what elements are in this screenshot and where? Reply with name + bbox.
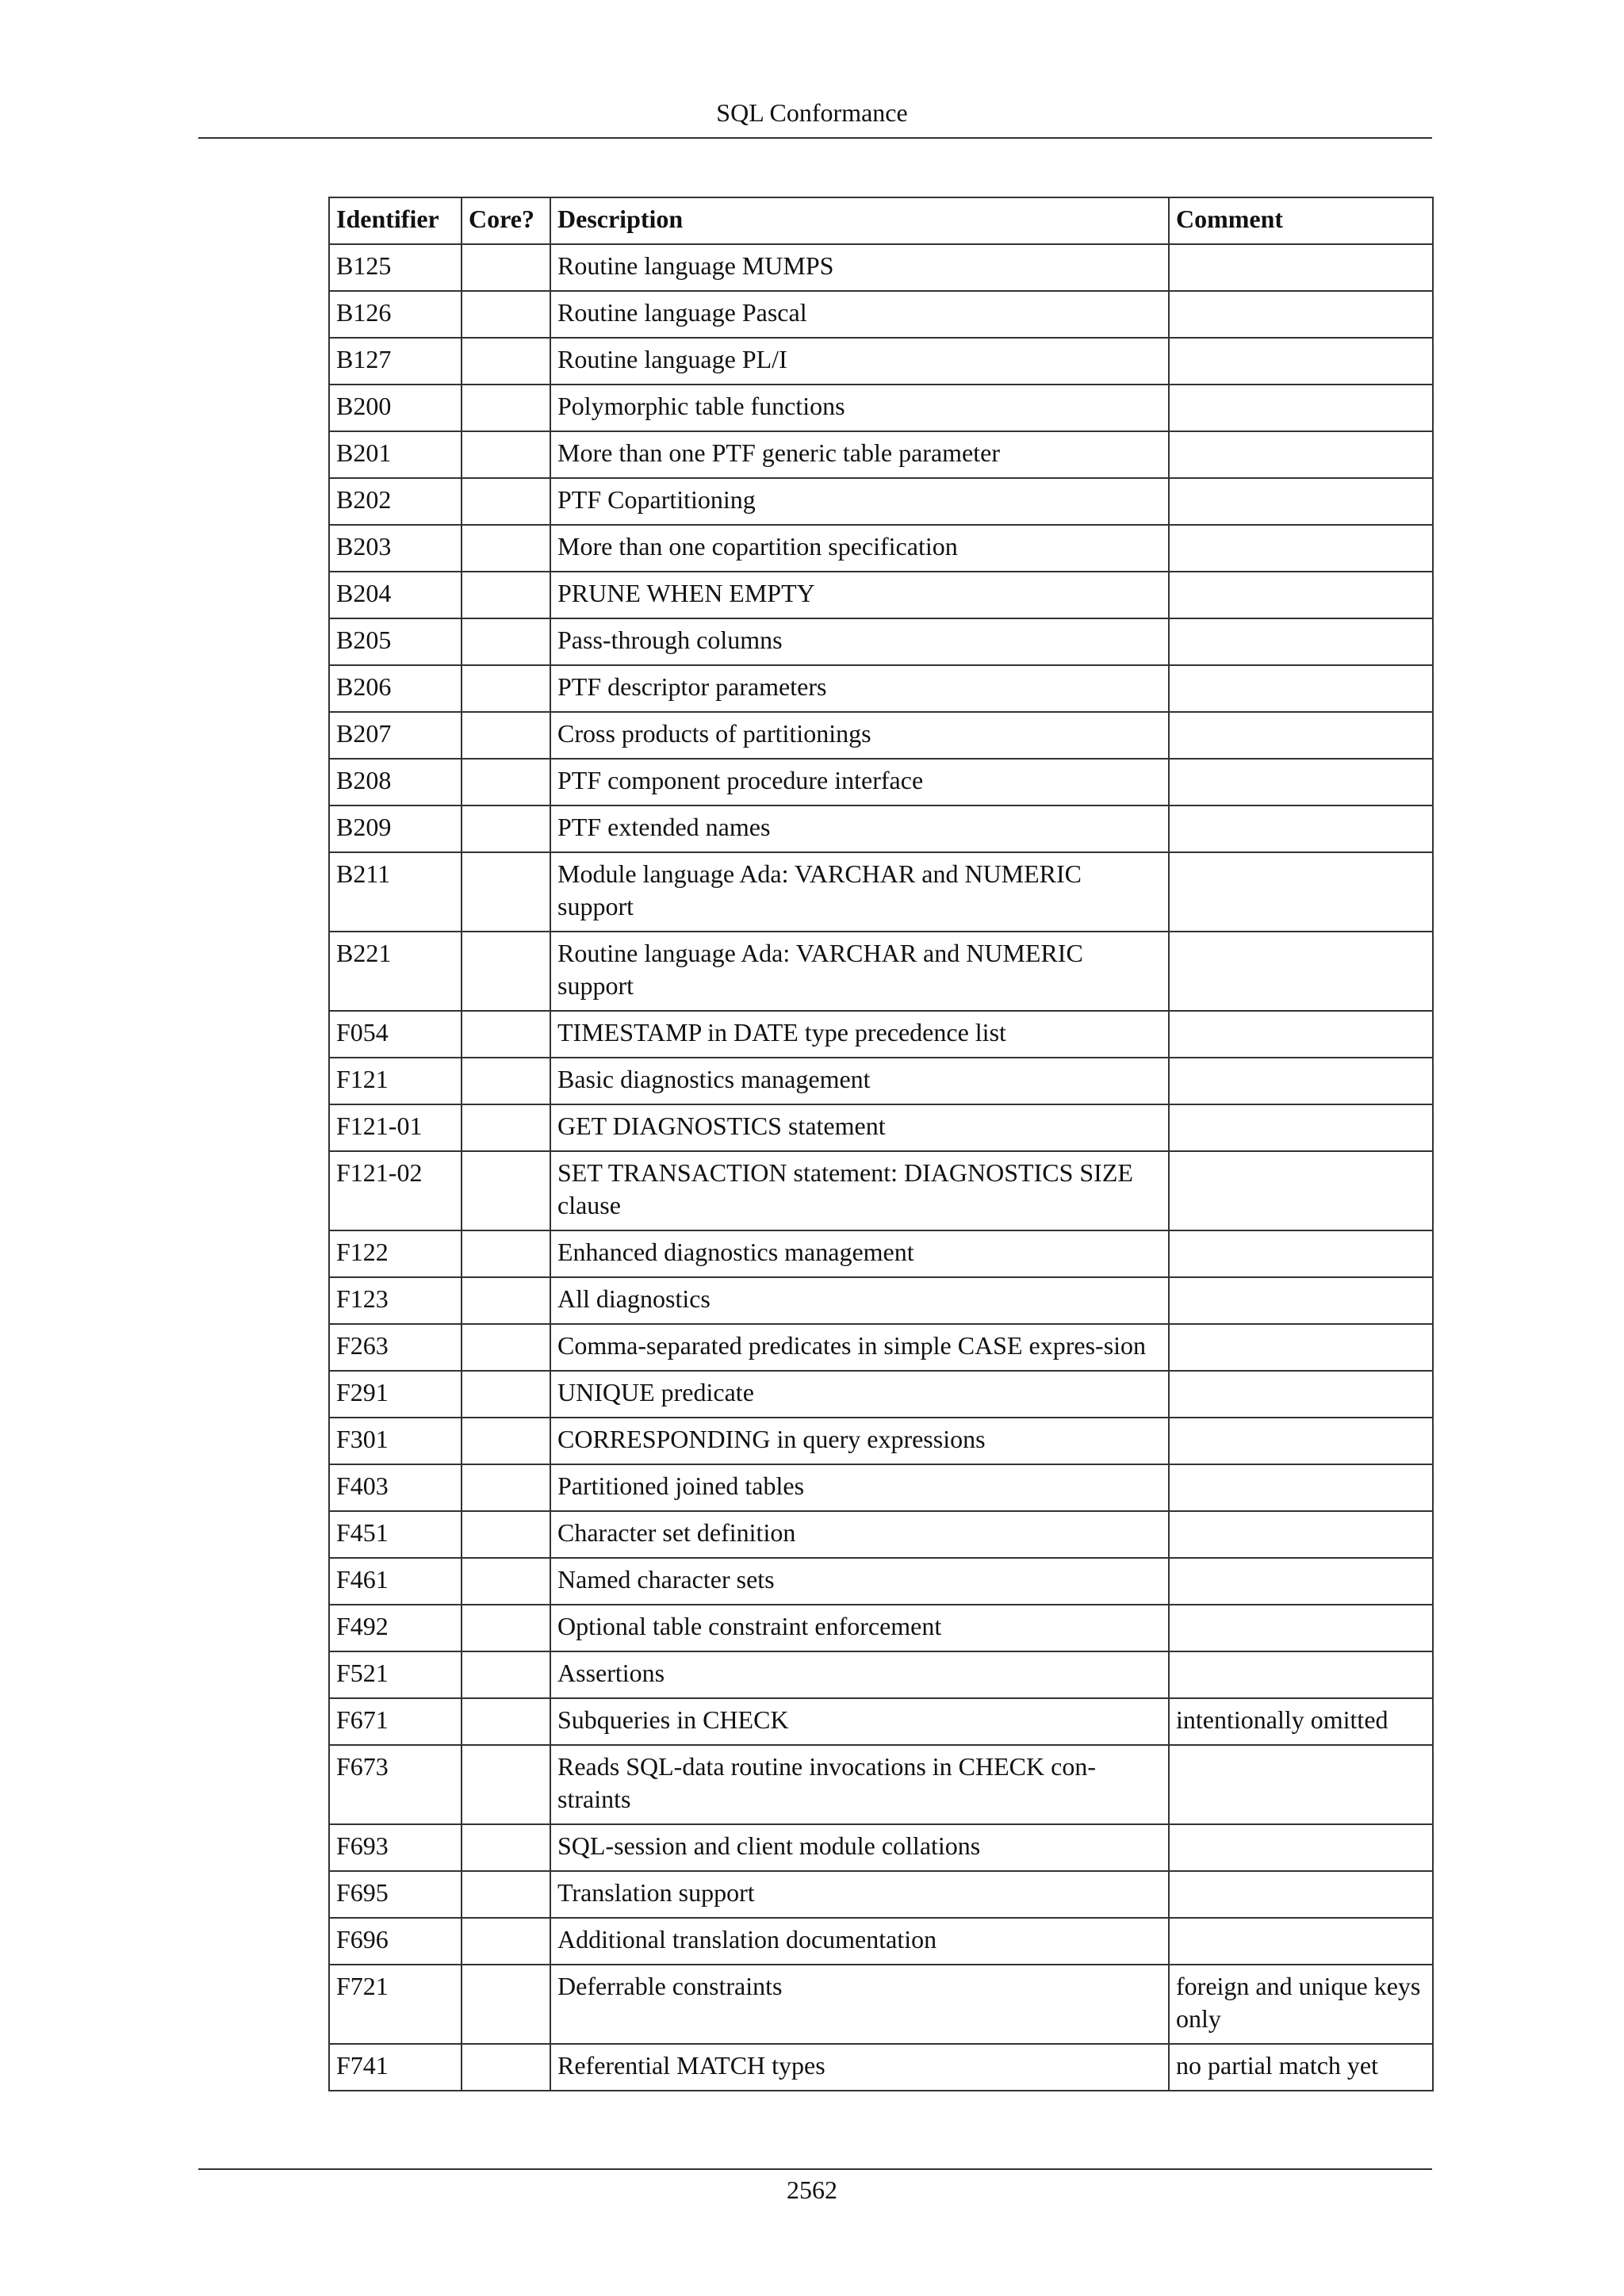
cell-description: Reads SQL-data routine invocations in CHECK con-straints bbox=[550, 1745, 1169, 1824]
table-header-row bbox=[329, 197, 1433, 244]
cell-description: Additional translation documentation bbox=[550, 1918, 1169, 1965]
cell-comment bbox=[1169, 1151, 1433, 1230]
cell-description: Character set definition bbox=[550, 1511, 1169, 1558]
table-row bbox=[329, 712, 1433, 759]
cell-core bbox=[462, 1824, 550, 1871]
cell-description: Partitioned joined tables bbox=[550, 1464, 1169, 1511]
cell-core bbox=[462, 572, 550, 618]
table-row bbox=[329, 1651, 1433, 1698]
cell-identifier: B221 bbox=[329, 932, 462, 1011]
cell-description: Module language Ada: VARCHAR and NUMERIC support bbox=[550, 852, 1169, 932]
cell-comment bbox=[1169, 1230, 1433, 1277]
cell-core bbox=[462, 1651, 550, 1698]
column-header-comment: Comment bbox=[1169, 197, 1433, 244]
cell-description: Routine language Pascal bbox=[550, 291, 1169, 338]
cell-core bbox=[462, 431, 550, 478]
cell-core bbox=[462, 1558, 550, 1605]
cell-description: Assertions bbox=[550, 1651, 1169, 1698]
cell-core bbox=[462, 1418, 550, 1464]
table-row bbox=[329, 1151, 1433, 1230]
cell-comment bbox=[1169, 1104, 1433, 1151]
table-row bbox=[329, 1011, 1433, 1058]
table-row bbox=[329, 572, 1433, 618]
table-row bbox=[329, 1058, 1433, 1104]
cell-comment bbox=[1169, 759, 1433, 806]
cell-core bbox=[462, 806, 550, 852]
cell-core bbox=[462, 1058, 550, 1104]
cell-core bbox=[462, 712, 550, 759]
cell-core bbox=[462, 1151, 550, 1230]
cell-description: SQL-session and client module collations bbox=[550, 1824, 1169, 1871]
cell-comment: no partial match yet bbox=[1169, 2044, 1433, 2091]
table-row bbox=[329, 1464, 1433, 1511]
cell-description: PTF descriptor parameters bbox=[550, 665, 1169, 712]
cell-comment bbox=[1169, 618, 1433, 665]
cell-description: Routine language PL/I bbox=[550, 338, 1169, 385]
cell-description: Pass-through columns bbox=[550, 618, 1169, 665]
cell-comment: intentionally omitted bbox=[1169, 1698, 1433, 1745]
cell-core bbox=[462, 665, 550, 712]
cell-description: Routine language MUMPS bbox=[550, 244, 1169, 291]
table-row bbox=[329, 1558, 1433, 1605]
cell-description: PTF component procedure interface bbox=[550, 759, 1169, 806]
table-row bbox=[329, 1230, 1433, 1277]
cell-description: PTF Copartitioning bbox=[550, 478, 1169, 525]
cell-comment bbox=[1169, 572, 1433, 618]
cell-identifier: F403 bbox=[329, 1464, 462, 1511]
cell-comment bbox=[1169, 932, 1433, 1011]
table-row bbox=[329, 759, 1433, 806]
cell-description: Optional table constraint enforcement bbox=[550, 1605, 1169, 1651]
cell-description: More than one PTF generic table parameter bbox=[550, 431, 1169, 478]
table-row bbox=[329, 431, 1433, 478]
cell-description: TIMESTAMP in DATE type precedence list bbox=[550, 1011, 1169, 1058]
cell-identifier: B209 bbox=[329, 806, 462, 852]
cell-identifier: F301 bbox=[329, 1418, 462, 1464]
cell-core bbox=[462, 932, 550, 1011]
cell-core bbox=[462, 2044, 550, 2091]
cell-comment bbox=[1169, 1745, 1433, 1824]
cell-description: Deferrable constraints bbox=[550, 1965, 1169, 2044]
cell-core bbox=[462, 1104, 550, 1151]
cell-comment bbox=[1169, 338, 1433, 385]
table-row bbox=[329, 1324, 1433, 1371]
table-row bbox=[329, 1277, 1433, 1324]
cell-core bbox=[462, 1230, 550, 1277]
sql-conformance-table bbox=[328, 197, 1434, 2091]
cell-core bbox=[462, 1324, 550, 1371]
cell-identifier: B205 bbox=[329, 618, 462, 665]
cell-identifier: F121-02 bbox=[329, 1151, 462, 1230]
table-row bbox=[329, 291, 1433, 338]
cell-core bbox=[462, 291, 550, 338]
cell-description: Basic diagnostics management bbox=[550, 1058, 1169, 1104]
cell-identifier: F693 bbox=[329, 1824, 462, 1871]
cell-core bbox=[462, 1605, 550, 1651]
cell-comment bbox=[1169, 525, 1433, 572]
column-header-core: Core? bbox=[462, 197, 550, 244]
cell-comment bbox=[1169, 1058, 1433, 1104]
cell-comment bbox=[1169, 806, 1433, 852]
cell-core bbox=[462, 1511, 550, 1558]
table-row bbox=[329, 932, 1433, 1011]
cell-core bbox=[462, 852, 550, 932]
table-row bbox=[329, 1418, 1433, 1464]
page-header-title: SQL Conformance bbox=[716, 98, 908, 127]
cell-comment bbox=[1169, 665, 1433, 712]
cell-description: Subqueries in CHECK bbox=[550, 1698, 1169, 1745]
cell-identifier: F123 bbox=[329, 1277, 462, 1324]
cell-comment bbox=[1169, 431, 1433, 478]
header-rule bbox=[198, 137, 1432, 139]
cell-core bbox=[462, 1011, 550, 1058]
cell-description: CORRESPONDING in query expressions bbox=[550, 1418, 1169, 1464]
cell-comment bbox=[1169, 1558, 1433, 1605]
cell-core bbox=[462, 478, 550, 525]
table-row bbox=[329, 806, 1433, 852]
cell-core bbox=[462, 1871, 550, 1918]
cell-core bbox=[462, 244, 550, 291]
cell-identifier: F054 bbox=[329, 1011, 462, 1058]
table-row bbox=[329, 1745, 1433, 1824]
cell-identifier: B200 bbox=[329, 385, 462, 431]
cell-identifier: F671 bbox=[329, 1698, 462, 1745]
cell-comment bbox=[1169, 1511, 1433, 1558]
cell-identifier: F695 bbox=[329, 1871, 462, 1918]
table-row bbox=[329, 852, 1433, 932]
cell-description: UNIQUE predicate bbox=[550, 1371, 1169, 1418]
cell-comment bbox=[1169, 1418, 1433, 1464]
cell-identifier: B208 bbox=[329, 759, 462, 806]
table-row bbox=[329, 618, 1433, 665]
cell-identifier: F291 bbox=[329, 1371, 462, 1418]
cell-identifier: B204 bbox=[329, 572, 462, 618]
cell-comment bbox=[1169, 1824, 1433, 1871]
table-row bbox=[329, 338, 1433, 385]
cell-description: PRUNE WHEN EMPTY bbox=[550, 572, 1169, 618]
cell-description: Cross products of partitionings bbox=[550, 712, 1169, 759]
cell-core bbox=[462, 385, 550, 431]
cell-description: All diagnostics bbox=[550, 1277, 1169, 1324]
cell-description: More than one copartition specification bbox=[550, 525, 1169, 572]
cell-core bbox=[462, 759, 550, 806]
table-row bbox=[329, 1698, 1433, 1745]
cell-identifier: F263 bbox=[329, 1324, 462, 1371]
cell-identifier: B126 bbox=[329, 291, 462, 338]
table-row bbox=[329, 2044, 1433, 2091]
cell-identifier: F673 bbox=[329, 1745, 462, 1824]
cell-comment: foreign and unique keys only bbox=[1169, 1965, 1433, 2044]
cell-comment bbox=[1169, 712, 1433, 759]
cell-core bbox=[462, 1464, 550, 1511]
cell-comment bbox=[1169, 1371, 1433, 1418]
cell-core bbox=[462, 338, 550, 385]
cell-comment bbox=[1169, 385, 1433, 431]
cell-identifier: B206 bbox=[329, 665, 462, 712]
cell-identifier: F122 bbox=[329, 1230, 462, 1277]
cell-identifier: F461 bbox=[329, 1558, 462, 1605]
cell-comment bbox=[1169, 1651, 1433, 1698]
table-row bbox=[329, 525, 1433, 572]
cell-identifier: B127 bbox=[329, 338, 462, 385]
cell-comment bbox=[1169, 244, 1433, 291]
cell-description: Polymorphic table functions bbox=[550, 385, 1169, 431]
cell-identifier: F741 bbox=[329, 2044, 462, 2091]
cell-identifier: F121 bbox=[329, 1058, 462, 1104]
cell-identifier: F451 bbox=[329, 1511, 462, 1558]
cell-comment bbox=[1169, 478, 1433, 525]
cell-description: SET TRANSACTION statement: DIAGNOSTICS SIZE clause bbox=[550, 1151, 1169, 1230]
table-row bbox=[329, 1824, 1433, 1871]
table-row bbox=[329, 478, 1433, 525]
table-row bbox=[329, 665, 1433, 712]
cell-comment bbox=[1169, 1918, 1433, 1965]
column-header-identifier: Identifier bbox=[329, 197, 462, 244]
cell-description: Comma-separated predicates in simple CASE expres-sion bbox=[550, 1324, 1169, 1371]
table-row bbox=[329, 1965, 1433, 2044]
cell-core bbox=[462, 1698, 550, 1745]
cell-comment bbox=[1169, 852, 1433, 932]
cell-core bbox=[462, 525, 550, 572]
cell-description: PTF extended names bbox=[550, 806, 1169, 852]
table-row bbox=[329, 244, 1433, 291]
table-row bbox=[329, 1871, 1433, 1918]
cell-comment bbox=[1169, 1871, 1433, 1918]
cell-description: GET DIAGNOSTICS statement bbox=[550, 1104, 1169, 1151]
cell-identifier: F721 bbox=[329, 1965, 462, 2044]
cell-description: Enhanced diagnostics management bbox=[550, 1230, 1169, 1277]
cell-identifier: B207 bbox=[329, 712, 462, 759]
page-number: 2562 bbox=[787, 2175, 837, 2204]
cell-description: Routine language Ada: VARCHAR and NUMERIC support bbox=[550, 932, 1169, 1011]
table-row bbox=[329, 1371, 1433, 1418]
table-row bbox=[329, 1605, 1433, 1651]
cell-identifier: B125 bbox=[329, 244, 462, 291]
table-row bbox=[329, 1104, 1433, 1151]
cell-identifier: B203 bbox=[329, 525, 462, 572]
cell-comment bbox=[1169, 1011, 1433, 1058]
cell-identifier: F696 bbox=[329, 1918, 462, 1965]
table-row bbox=[329, 1511, 1433, 1558]
cell-description: Named character sets bbox=[550, 1558, 1169, 1605]
cell-comment bbox=[1169, 1324, 1433, 1371]
cell-core bbox=[462, 1965, 550, 2044]
cell-description: Referential MATCH types bbox=[550, 2044, 1169, 2091]
cell-comment bbox=[1169, 291, 1433, 338]
footer-rule bbox=[198, 2168, 1432, 2170]
cell-comment bbox=[1169, 1464, 1433, 1511]
table-row bbox=[329, 1918, 1433, 1965]
cell-identifier: F121-01 bbox=[329, 1104, 462, 1151]
column-header-description: Description bbox=[550, 197, 1169, 244]
cell-core bbox=[462, 1277, 550, 1324]
cell-core bbox=[462, 1918, 550, 1965]
cell-identifier: B202 bbox=[329, 478, 462, 525]
table-row bbox=[329, 385, 1433, 431]
cell-identifier: F492 bbox=[329, 1605, 462, 1651]
cell-core bbox=[462, 618, 550, 665]
cell-comment bbox=[1169, 1277, 1433, 1324]
cell-comment bbox=[1169, 1605, 1433, 1651]
cell-core bbox=[462, 1371, 550, 1418]
cell-description: Translation support bbox=[550, 1871, 1169, 1918]
cell-core bbox=[462, 1745, 550, 1824]
cell-identifier: F521 bbox=[329, 1651, 462, 1698]
cell-identifier: B211 bbox=[329, 852, 462, 932]
cell-identifier: B201 bbox=[329, 431, 462, 478]
